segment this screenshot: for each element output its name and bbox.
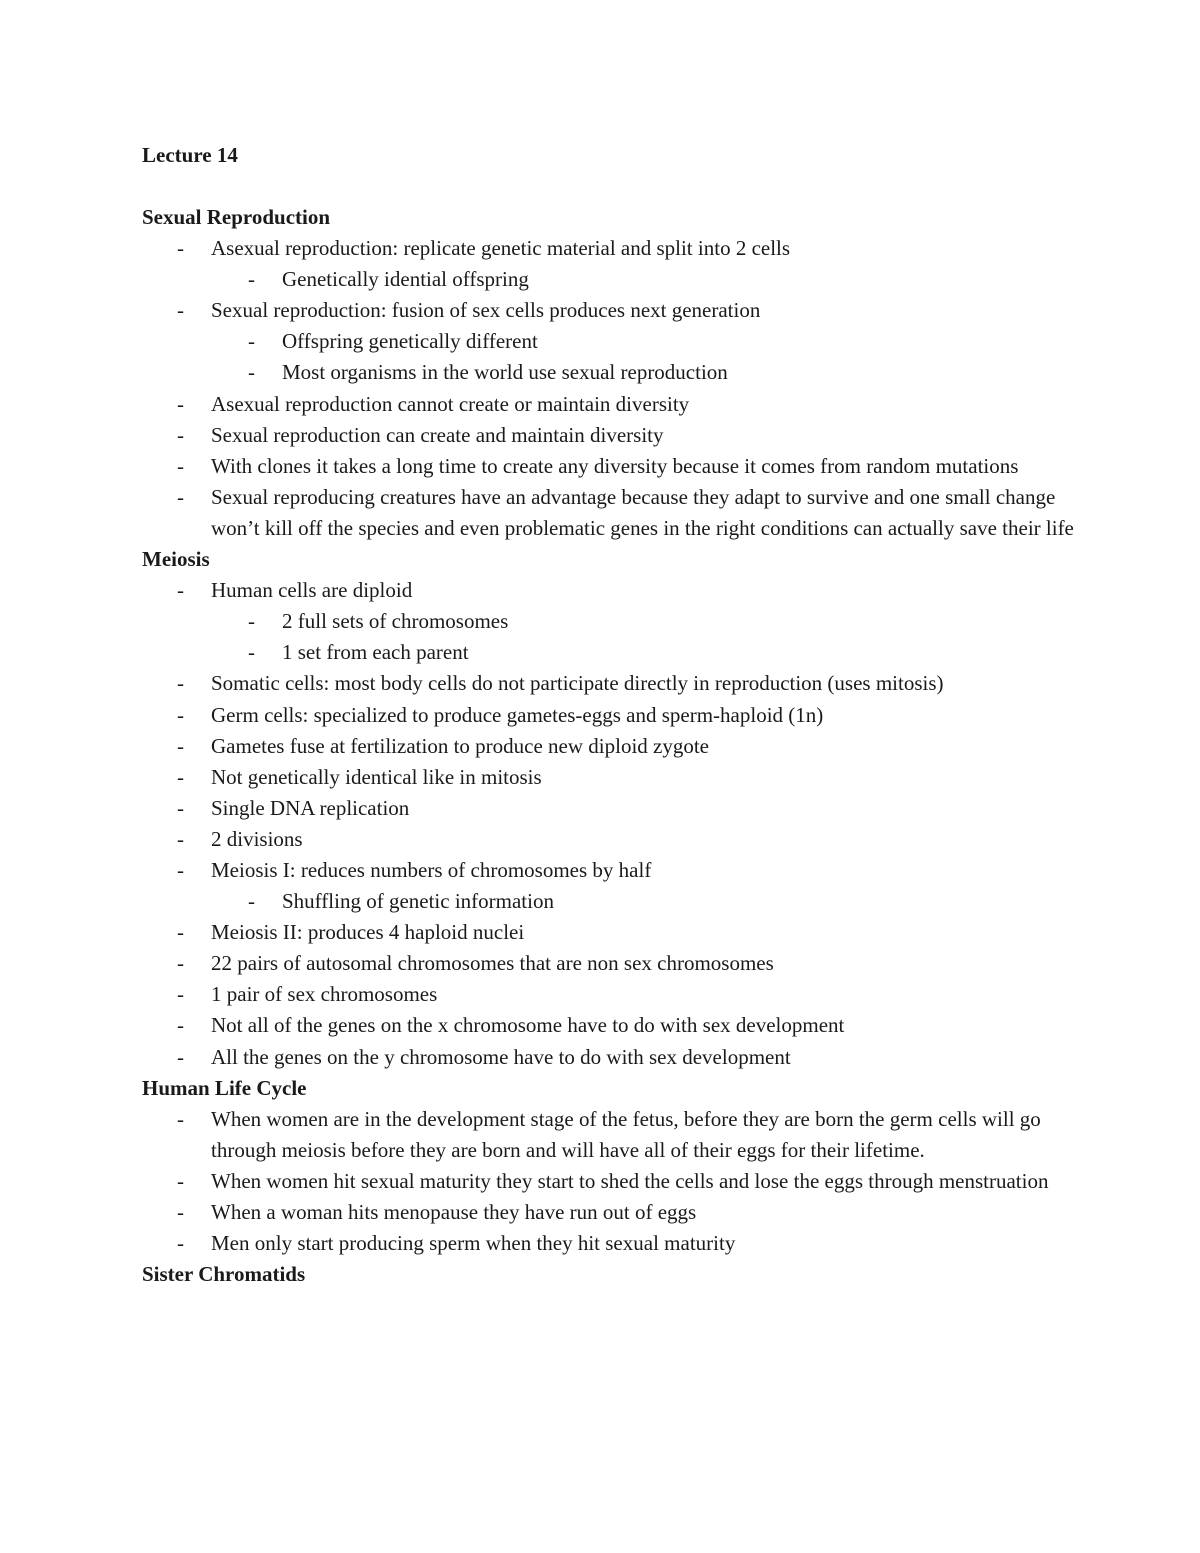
bullet-item <box>142 1166 1082 1197</box>
sub-bullet-item <box>142 886 1082 917</box>
bullet-text: When women are in the development stage of the fetus, before they are born the germ cells will go through meiosis before they are born and will have all of their eggs for their lifetime. <box>211 1106 1041 1162</box>
bullet-item <box>142 979 1082 1010</box>
bullet-text: When women hit sexual maturity they start to shed the cells and lose the eggs through menstruation <box>211 1168 1049 1193</box>
document-title: Lecture 14 <box>142 143 238 167</box>
bullet-item <box>142 1010 1082 1041</box>
bullet-text: 1 pair of sex chromosomes <box>211 982 438 1007</box>
sub-bullet-item <box>142 637 1082 668</box>
bullet-item <box>142 420 1082 451</box>
bullet-text: Meiosis II: produces 4 haploid nuclei <box>211 920 525 945</box>
bullet-text: Shuffling of genetic information <box>282 889 554 914</box>
section-heading: Sister Chromatids <box>142 1262 306 1287</box>
bullet-item <box>142 1042 1082 1073</box>
bullet-item <box>142 1228 1082 1259</box>
bullet-item <box>142 700 1082 731</box>
bullet-item <box>142 389 1082 420</box>
bullet-text: Somatic cells: most body cells do not participate directly in reproduction (uses mitosis) <box>211 671 944 696</box>
bullet-text: Men only start producing sperm when they hit sexual maturity <box>211 1231 736 1256</box>
bullet-dash: - <box>177 764 184 789</box>
bullet-item <box>142 451 1082 482</box>
section-heading: Human Life Cycle <box>142 1075 307 1100</box>
bullet-text: All the genes on the y chromosome have to do with sex development <box>211 1044 791 1069</box>
bullet-text: 2 full sets of chromosomes <box>282 609 509 634</box>
document-body <box>142 202 1082 1290</box>
bullet-dash: - <box>248 889 255 914</box>
bullet-dash: - <box>177 920 184 945</box>
bullet-dash: - <box>177 236 184 261</box>
bullet-text: When a woman hits menopause they have run out of eggs <box>211 1200 697 1224</box>
bullet-text: Offspring genetically different <box>282 329 538 354</box>
bullet-text: With clones it takes a long time to create any diversity because it comes from random mutations <box>211 453 1019 478</box>
bullet-item <box>142 575 1082 606</box>
bullet-text: Not all of the genes on the x chromosome have to do with sex development <box>211 1013 845 1038</box>
bullet-text: Sexual reproduction can create and maintain diversity <box>211 422 664 447</box>
bullet-dash: - <box>248 640 255 665</box>
bullet-item <box>142 824 1082 855</box>
bullet-dash: - <box>248 329 255 354</box>
document-page <box>142 140 1082 1290</box>
bullet-text: Genetically idential offspring <box>282 267 529 292</box>
bullet-text: Not genetically identical like in mitosis <box>211 764 542 789</box>
bullet-item <box>142 917 1082 948</box>
bullet-item <box>142 1197 1082 1228</box>
bullet-dash: - <box>177 1106 184 1131</box>
bullet-text: Sexual reproducing creatures have an advantage because they adapt to survive and one small change won’t kill off the species and even problematic genes in the right conditions can actually save their life <box>211 484 1074 540</box>
bullet-dash: - <box>177 578 184 603</box>
bullet-text: Gametes fuse at fertilization to produce new diploid zygote <box>211 733 710 758</box>
bullet-dash: - <box>177 733 184 758</box>
bullet-item <box>142 233 1082 264</box>
bullet-dash: - <box>177 702 184 727</box>
bullet-dash: - <box>177 298 184 323</box>
bullet-text: Single DNA replication <box>211 795 410 820</box>
bullet-dash: - <box>248 360 255 385</box>
bullet-text: Most organisms in the world use sexual reproduction <box>282 360 728 385</box>
bullet-dash: - <box>177 1013 184 1038</box>
spacer <box>142 171 1082 202</box>
bullet-dash: - <box>177 951 184 976</box>
bullet-dash: - <box>248 267 255 292</box>
bullet-dash: - <box>177 857 184 882</box>
bullet-dash: - <box>177 826 184 851</box>
bullet-text: Asexual reproduction: replicate genetic material and split into 2 cells <box>211 236 791 261</box>
bullet-item <box>142 295 1082 326</box>
bullet-item <box>142 731 1082 762</box>
bullet-dash: - <box>248 609 255 634</box>
sub-bullet-item <box>142 326 1082 357</box>
sub-bullet-item <box>142 264 1082 295</box>
bullet-text: 22 pairs of autosomal chromosomes that are non sex chromosomes <box>211 951 774 976</box>
section-heading: Meiosis <box>142 547 210 572</box>
bullet-dash: - <box>177 1168 184 1193</box>
bullet-text: Asexual reproduction cannot create or maintain diversity <box>211 391 690 416</box>
bullet-item <box>142 668 1082 699</box>
bullet-dash: - <box>177 982 184 1007</box>
bullet-dash: - <box>177 795 184 820</box>
bullet-item <box>142 948 1082 979</box>
sub-bullet-item <box>142 357 1082 388</box>
bullet-dash: - <box>177 1200 184 1224</box>
bullet-dash: - <box>177 422 184 447</box>
bullet-item <box>142 793 1082 824</box>
bullet-item <box>142 855 1082 886</box>
bullet-item <box>142 762 1082 793</box>
bullet-text: 1 set from each parent <box>282 640 469 665</box>
bullet-text: 2 divisions <box>211 826 303 851</box>
bullet-dash: - <box>177 1044 184 1069</box>
bullet-dash: - <box>177 391 184 416</box>
bullet-text: Human cells are diploid <box>211 578 413 603</box>
bullet-dash: - <box>177 453 184 478</box>
bullet-text: Sexual reproduction: fusion of sex cells produces next generation <box>211 298 761 323</box>
bullet-item <box>142 1104 1082 1166</box>
bullet-text: Germ cells: specialized to produce gametes-eggs and sperm-haploid (1n) <box>211 702 824 727</box>
bullet-dash: - <box>177 671 184 696</box>
bullet-dash: - <box>177 1231 184 1256</box>
bullet-text: Meiosis I: reduces numbers of chromosomes by half <box>211 857 652 882</box>
section-heading: Sexual Reproduction <box>142 205 331 229</box>
bullet-dash: - <box>177 484 184 509</box>
bullet-item <box>142 482 1082 544</box>
sub-bullet-item <box>142 606 1082 637</box>
